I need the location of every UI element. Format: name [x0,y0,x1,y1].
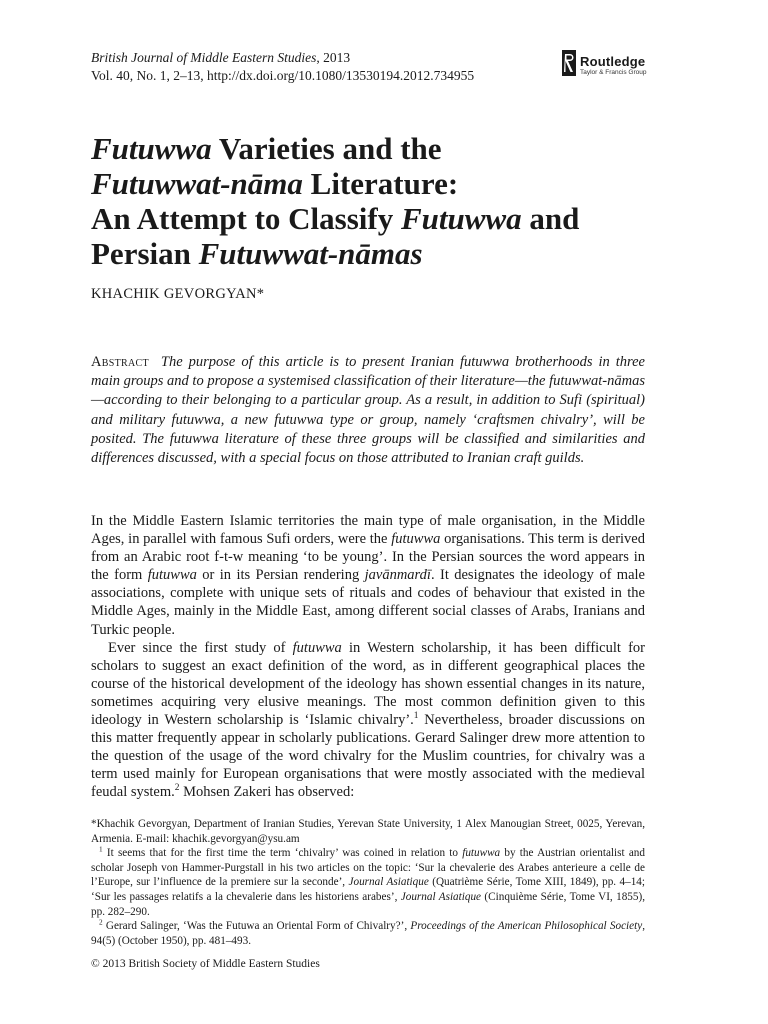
text-run: Gerard Salinger, ‘Was the Futuwa an Oriental Form of Chivalry?’, [102,920,411,933]
journal-citation: Vol. 40, No. 1, 2–13, http://dx.doi.org/10.1080/13530194.2012.734955 [91,68,475,83]
footnote-number: 2 [99,918,103,927]
text-run: Journal Asiatique [400,890,482,903]
text-run: futuwwa [147,567,197,584]
text-run: futuwwa [391,531,441,548]
journal-header [91,49,474,85]
body-text [91,512,645,802]
journal-title-line [91,49,474,67]
text-run: It seems that for the first time the term ‘chivalry’ was coined in relation to [102,847,463,860]
paragraph [91,512,645,639]
abstract-label: Abstract [91,354,149,370]
text-run: or in its Persian rendering [196,567,365,584]
title-part: Futuwwat-nāmas [198,236,423,271]
text-run: Ever since the first study of [108,639,293,656]
text-run: in Western scholarship, it has been difficult for scholars to suggest an exact definition of the word, as in different geographical places the course of the historical development of the ideology has shown essential changes in its nature, sometimes acquiring very elusive meanings. The most common definition given to this ideology in Western scholarship is ‘Islamic chivalry’. [91,639,645,729]
title-part: Futuwwa [401,201,522,236]
footnote-ref[interactable]: 2 [174,783,180,794]
author-name: KHACHIK GEVORGYAN* [91,286,265,302]
title-part: Literature: [302,166,459,201]
footnote [91,919,645,948]
publisher-logo [562,50,672,82]
title-part: Futuwwa [91,131,212,166]
text-run: (Cinquième Série, Tome VI, 1855), pp. 282–290. [91,890,646,918]
title-part: Futuwwat-nāma [91,166,303,201]
footnotes [91,817,645,948]
text-run: . It designates the ideology of male associations, complete with unique sets of rituals and codes of behaviour that existed in the Middle Ages, mainly in the Middle East, among different social classes of Arabs, Iranians and Turkic people. [91,567,645,638]
text-run: (Quatrième Série, Tome XIII, 1849), pp. 4–14; ‘Sur les passages relatifs a la chevalerie dans les historiens arabes’, [91,876,645,903]
text-run: futuwwa [292,639,342,656]
footnote-number: 1 [99,845,103,854]
abstract-text: The purpose of this article is to present Iranian futuwwa brotherhoods in three main groups and to propose a systemised classification of their literature—the futuwwat-nāmas—according to their belonging to a particular group. As a result, in addition to Sufi (spiritual) and military futuwwa, a new futuwwa type or group, namely ‘craftsmen chivalry’, will be posited. The futuwwa literature of these three groups will be classified and similarities and differences discussed, with a special focus on those attributed to Iranian craft guilds. [91,354,645,467]
publisher-name: Routledge [580,54,646,69]
publisher-group: Taylor & Francis Group [580,69,647,76]
text-run: Proceedings of the American Philosophical Society [410,920,643,933]
text-run: javānmardī [364,567,431,584]
abstract [91,353,645,468]
title-part: Varieties and the [211,131,442,166]
text-run: In the Middle Eastern Islamic territories the main type of male organisation, in the Middle Ages, in parallel with famous Sufi orders, were the [91,513,645,548]
title-part: and [521,201,580,236]
title-part: Persian [91,236,199,271]
journal-name: British Journal of Middle Eastern Studies [91,50,317,65]
copyright-notice: © 2013 British Society of Middle Eastern Studies [91,958,320,970]
text-run: Nevertheless, broader discussions on this matter frequently appear in scholarly publications. Gerard Salinger drew more attention to the question of the usage of the word chivalry for the Muslim countries, for chivalry was a term used mainly for European organisations that were mostly associated with the medieval feudal system. [91,712,645,801]
footnote [91,846,645,919]
text-run: Journal Asiatique [348,876,429,889]
routledge-r-logo-icon [562,50,576,76]
author-affiliation-note [91,817,645,846]
footnote-ref[interactable]: 1 [413,711,419,722]
text-run: organisations. This term is derived from an Arabic root f-t-w meaning ‘to be young’. In the Persian sources the word appears in the form [91,531,645,584]
text-run: by the Austrian orientalist and scholar Joseph von Hammer-Purgstall in his two articles on the topic: ‘Sur la chevalerie des Arabes anterieure a celle de l’Europe, sur l’influence de la premiere sur la seconde’, [91,847,645,889]
text-run: *Khachik Gevorgyan, Department of Iranian Studies, Yerevan State University, 1 Alex Manougian Street, 0025, Yerevan, Armenia. E-mail: khachik.gevorgyan@ysu.am [91,818,645,845]
text-run: futuwwa [462,847,501,860]
article-title [91,131,691,271]
text-run: , 94(5) (October 1950), pp. 481–493. [91,920,645,947]
journal-year: , 2013 [316,50,351,65]
text-run: Mohsen Zakeri has observed: [179,784,355,801]
paragraph [91,639,645,802]
title-part: An Attempt to Classify [91,201,401,236]
